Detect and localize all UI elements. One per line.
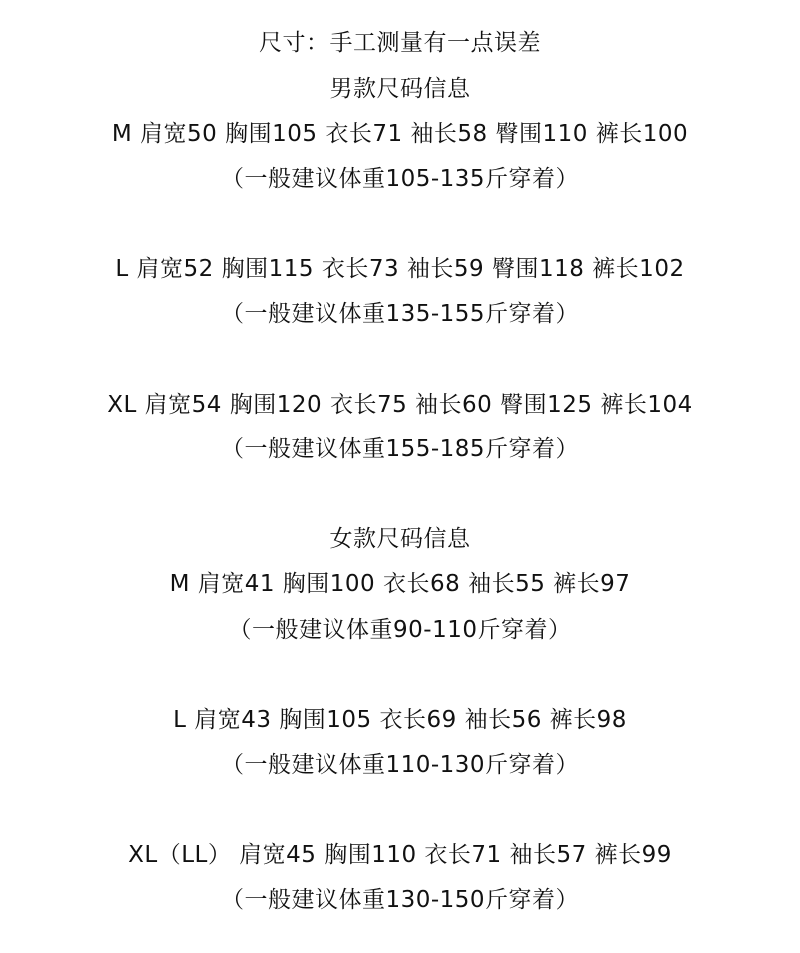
men-size-m-weight: （一般建议体重105-135斤穿着）	[220, 166, 580, 192]
women-size-m-weight: （一般建议体重90-110斤穿着）	[228, 617, 572, 643]
men-size-xl-spec: XL 肩宽54 胸围120 衣长75 袖长60 臀围125 裤长104	[107, 392, 693, 418]
men-size-xl-weight: （一般建议体重155-185斤穿着）	[220, 436, 580, 462]
page-title: 尺寸：手工测量有一点误差	[259, 30, 541, 56]
men-size-l-spec: L 肩宽52 胸围115 衣长73 袖长59 臀围118 裤长102	[115, 256, 685, 282]
women-size-heading: 女款尺码信息	[329, 526, 471, 552]
women-size-l-spec: L 肩宽43 胸围105 衣长69 袖长56 裤长98	[173, 707, 627, 733]
women-size-m-spec: M 肩宽41 胸围100 衣长68 袖长55 裤长97	[169, 571, 631, 597]
women-size-xl-spec: XL（LL） 肩宽45 胸围110 衣长71 袖长57 裤长99	[128, 842, 672, 868]
women-size-l-weight: （一般建议体重110-130斤穿着）	[220, 752, 580, 778]
men-size-l-weight: （一般建议体重135-155斤穿着）	[220, 301, 580, 327]
men-size-m-spec: M 肩宽50 胸围105 衣长71 袖长58 臀围110 裤长100	[111, 121, 689, 147]
men-size-heading: 男款尺码信息	[329, 76, 471, 102]
women-size-xl-weight: （一般建议体重130-150斤穿着）	[220, 887, 580, 913]
